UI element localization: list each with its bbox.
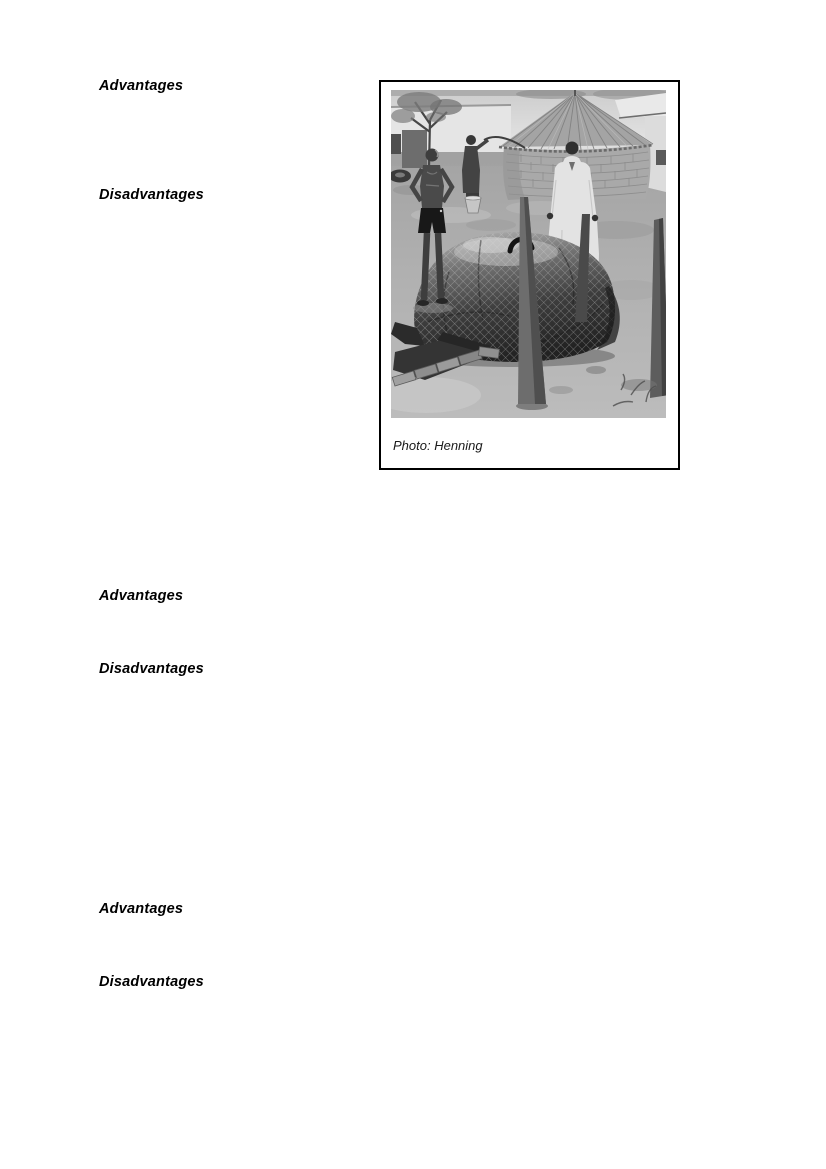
- disadvantages-heading-1: Disadvantages: [99, 187, 204, 203]
- photo-wall-gate: [402, 130, 427, 168]
- disadvantages-heading-2: Disadvantages: [99, 661, 204, 677]
- photo-background-window: [656, 150, 666, 165]
- advantages-heading-2: Advantages: [99, 588, 184, 604]
- disadvantages-heading-3: Disadvantages: [99, 974, 204, 990]
- photo-caption: Photo: Henning: [393, 438, 483, 453]
- advantages-heading-3: Advantages: [99, 901, 184, 917]
- photo-wall-block: [391, 134, 401, 154]
- biogas-plant-photo: [391, 90, 666, 418]
- photo-figure: [379, 80, 680, 470]
- advantages-heading-1: Advantages: [99, 78, 184, 94]
